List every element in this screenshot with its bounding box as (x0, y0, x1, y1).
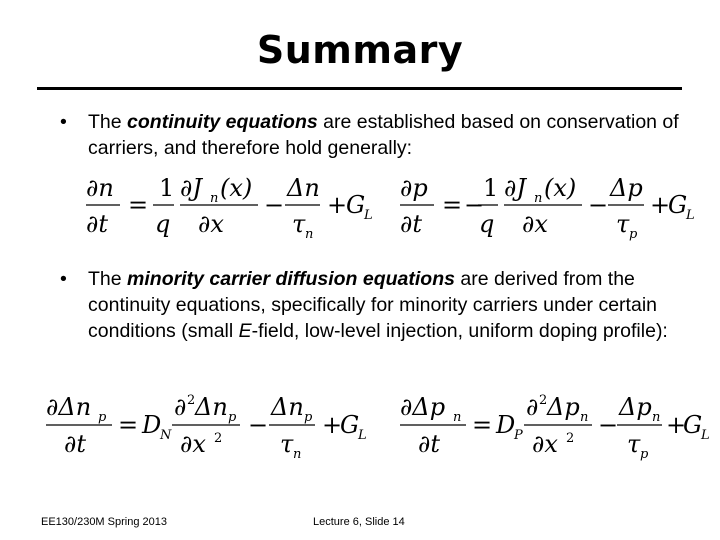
svg-text:τ: τ (280, 430, 294, 458)
svg-text:N: N (160, 428, 172, 443)
svg-text:∂p: ∂p (400, 174, 428, 202)
svg-text:2: 2 (214, 431, 223, 446)
equation-continuity-p (398, 172, 698, 244)
title-underline (37, 87, 682, 90)
svg-text:−: − (588, 191, 609, 219)
svg-text:+: + (666, 411, 687, 439)
svg-text:∂x: ∂x (532, 430, 558, 458)
svg-text:=: = (472, 411, 493, 439)
svg-text:Δn: Δn (287, 174, 320, 202)
svg-text:1: 1 (483, 174, 499, 202)
svg-text:−: − (598, 411, 619, 439)
bullet-dot: • (60, 268, 67, 290)
equation-diffusion-p (398, 390, 713, 465)
svg-text:p: p (640, 447, 649, 462)
svg-text:∂t: ∂t (400, 210, 423, 238)
footer-slide-number: Lecture 6, Slide 14 (313, 516, 405, 528)
svg-text:−: − (464, 191, 485, 219)
svg-text:D: D (142, 411, 162, 439)
slide-title: Summary (256, 28, 464, 72)
svg-text:+: + (322, 411, 343, 439)
svg-text:∂t: ∂t (418, 430, 441, 458)
svg-text:q: q (155, 210, 171, 238)
svg-text:∂x: ∂x (198, 210, 224, 238)
svg-text:p: p (228, 410, 237, 425)
svg-text:q: q (479, 210, 495, 238)
svg-text:n: n (534, 191, 543, 206)
emphasis-continuity-equations: continuity equations (127, 111, 318, 133)
bullet-text: The minority carrier diffusion equations are derived from the continuity equations, specifically for minority carriers under certain conditions (small E-field, low-level injection, uniform doping profile): (88, 268, 668, 342)
svg-text:τ: τ (627, 430, 641, 458)
svg-text:∂n: ∂n (86, 174, 114, 202)
svg-text:n: n (210, 191, 219, 206)
svg-text:Δp: Δp (619, 393, 652, 421)
svg-text:L: L (701, 428, 710, 443)
svg-text:Δp: Δp (610, 174, 643, 202)
svg-text:P: P (514, 428, 523, 443)
svg-text:τ: τ (616, 210, 630, 238)
svg-text:+: + (327, 191, 348, 219)
svg-text:=: = (128, 191, 149, 219)
svg-text:−: − (248, 411, 269, 439)
svg-text:2: 2 (539, 393, 548, 408)
svg-text:G: G (683, 411, 703, 439)
emphasis-minority-carrier-diffusion-equations: minority carrier diffusion equations (127, 268, 455, 290)
svg-text:Δn: Δn (195, 393, 228, 421)
svg-text:p: p (98, 410, 107, 425)
svg-text:n: n (580, 410, 589, 425)
svg-text:D: D (496, 411, 516, 439)
svg-text:L: L (686, 208, 695, 223)
svg-text:∂: ∂ (174, 393, 187, 421)
svg-text:L: L (358, 428, 367, 443)
svg-text:=: = (442, 191, 463, 219)
svg-text:+: + (650, 191, 671, 219)
svg-text:τ: τ (292, 210, 306, 238)
svg-text:=: = (118, 411, 139, 439)
svg-text:n: n (305, 227, 314, 242)
svg-text:G: G (668, 191, 688, 219)
bullet-minority-diffusion (60, 266, 680, 344)
svg-text:∂J: ∂J (180, 174, 203, 202)
e-field-letter: E (238, 320, 252, 342)
svg-text:p: p (304, 410, 313, 425)
svg-text:∂J: ∂J (504, 174, 527, 202)
svg-text:∂Δn: ∂Δn (46, 393, 92, 421)
svg-text:G: G (346, 191, 366, 219)
svg-text:n: n (293, 447, 302, 462)
svg-text:1: 1 (159, 174, 175, 202)
svg-text:∂: ∂ (526, 393, 539, 421)
svg-text:p: p (629, 227, 638, 242)
svg-text:∂Δp: ∂Δp (400, 393, 446, 421)
svg-text:(x): (x) (544, 174, 577, 202)
bullet-text: The continuity equations are established based on conservation of carriers, and therefore hold generally: (88, 111, 679, 159)
footer-course: EE130/230M Spring 2013 (41, 516, 167, 528)
bullet-continuity (60, 109, 680, 161)
svg-text:(x): (x) (220, 174, 253, 202)
svg-text:∂x: ∂x (522, 210, 548, 238)
svg-text:Δp: Δp (547, 393, 580, 421)
svg-text:L: L (364, 208, 373, 223)
svg-text:G: G (340, 411, 360, 439)
svg-text:2: 2 (187, 393, 196, 408)
bullet-dot: • (60, 111, 67, 133)
svg-text:n: n (453, 410, 462, 425)
equation-diffusion-n (44, 390, 367, 465)
svg-text:∂t: ∂t (64, 430, 87, 458)
svg-text:n: n (652, 410, 661, 425)
svg-text:Δn: Δn (271, 393, 304, 421)
svg-text:∂x: ∂x (180, 430, 206, 458)
svg-text:−: − (264, 191, 285, 219)
svg-text:∂t: ∂t (86, 210, 109, 238)
equation-continuity-n (84, 172, 374, 244)
svg-text:2: 2 (566, 431, 575, 446)
